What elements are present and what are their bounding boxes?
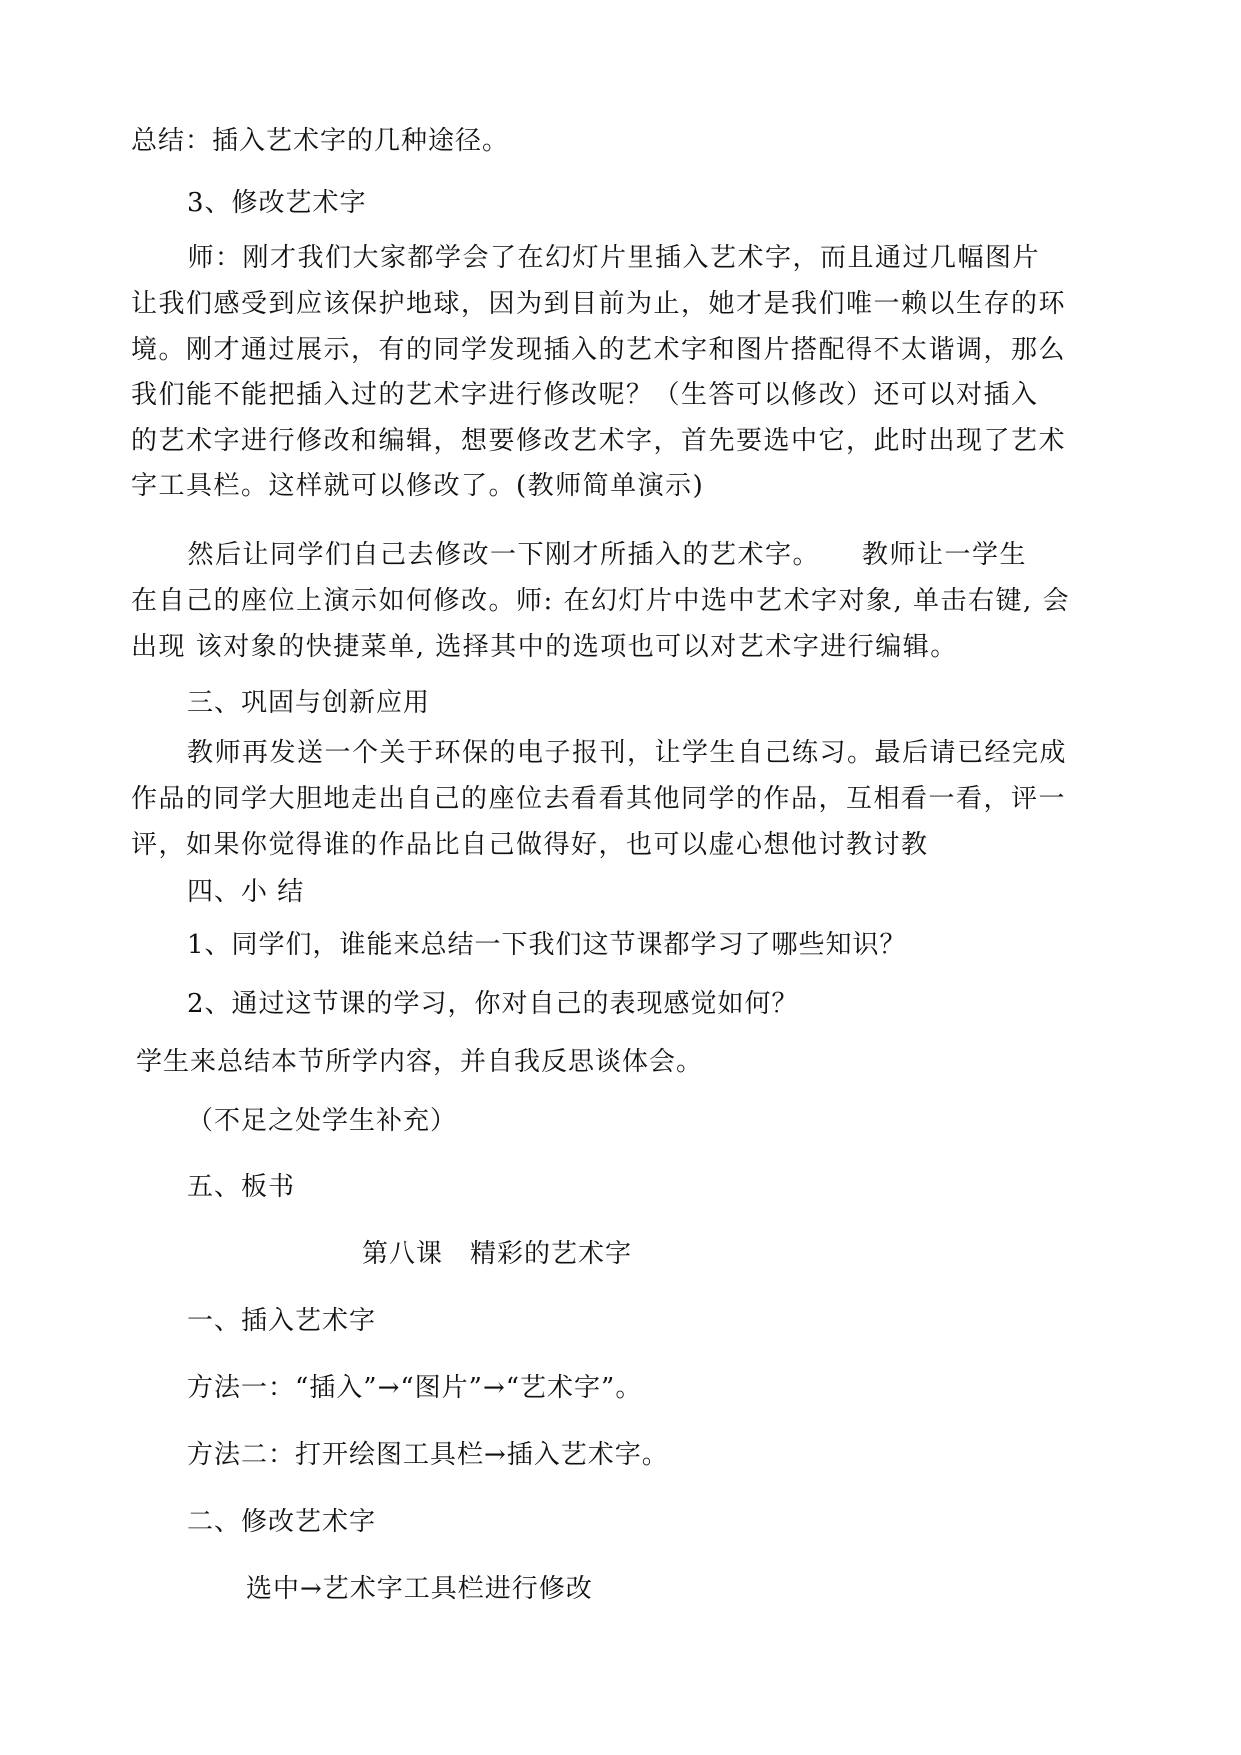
board-method2: 方法二：打开绘图工具栏→插入艺术字。 <box>187 1440 669 1470</box>
paragraph-line: 出现 该对象的快捷菜单, 选择其中的选项也可以对艺术字进行编辑。 <box>131 631 958 662</box>
step3-heading: 3、修改艺术字 <box>187 188 367 218</box>
paragraph-student-practice <box>160 533 1027 579</box>
summary-line: 总结：插入艺术字的几种途径。 <box>131 126 510 156</box>
paragraph-consolidation <box>187 731 1067 777</box>
paragraph-line: 我们能不能把插入过的艺术字进行修改呢？（生答可以修改）还可以对插入 <box>131 380 1039 410</box>
paragraph-line: 境。刚才通过展示，有的同学发现插入的艺术字和图片搭配得不太谐调，那么 <box>131 334 1067 365</box>
paragraph-line: 师：刚才我们大家都学会了在幻灯片里插入艺术字，而且通过几幅图片 <box>160 243 1041 273</box>
board-part2-heading: 二、修改艺术字 <box>187 1507 377 1537</box>
paragraph-line: 作品的同学大胆地走出自己的座位去看看其他同学的作品，互相看一看，评一 <box>131 784 1067 814</box>
paragraph-student-practice-cont <box>131 579 1070 670</box>
paragraph-line: 评，如果你觉得谁的作品比自己做得好，也可以虚心想他讨教讨教 <box>131 829 929 860</box>
paragraph-teacher-intro <box>160 236 1040 282</box>
paragraph-line: 在自己的座位上演示如何修改。师: 在幻灯片中选中艺术字对象, 单击右键, 会 <box>131 586 1071 616</box>
question-1: 1、同学们，谁能来总结一下我们这节课都学习了哪些知识？ <box>187 930 907 960</box>
board-modify-step: 选中→艺术字工具栏进行修改 <box>246 1574 593 1604</box>
board-method1: 方法一：“插入”→“图片”→“艺术字”。 <box>187 1373 643 1403</box>
question-2: 2、通过这节课的学习，你对自己的表现感觉如何？ <box>187 989 799 1019</box>
paragraph-line: 然后让同学们自己去修改一下刚才所插入的艺术字。 教师让一学生 <box>160 540 1028 570</box>
section3-heading: 三、巩固与创新应用 <box>187 688 431 718</box>
paragraph-line: 字工具栏。这样就可以修改了。(教师简单演示) <box>131 471 705 501</box>
board-part1-heading: 一、插入艺术字 <box>187 1306 377 1336</box>
student-summary: 学生来总结本节所学内容，并自我反思谈体会。 <box>136 1047 704 1077</box>
section4-heading: 四、小 结 <box>187 877 305 907</box>
paragraph-line: 让我们感受到应该保护地球，因为到目前为止，她才是我们唯一赖以生存的环 <box>131 289 1067 319</box>
paragraph-line: 的艺术字进行修改和编辑，想要修改艺术字，首先要选中它，此时出现了艺术 <box>131 425 1067 456</box>
paragraph-line: 教师再发送一个关于环保的电子报刊，让学生自己练习。最后请已经完成 <box>187 738 1068 768</box>
board-title: 第八课 精彩的艺术字 <box>362 1239 633 1269</box>
supplement-note: （不足之处学生补充） <box>187 1106 458 1136</box>
paragraph-consolidation-cont <box>131 777 1066 868</box>
paragraph-teacher-intro-cont <box>131 282 1066 510</box>
section5-heading: 五、板书 <box>187 1172 296 1202</box>
